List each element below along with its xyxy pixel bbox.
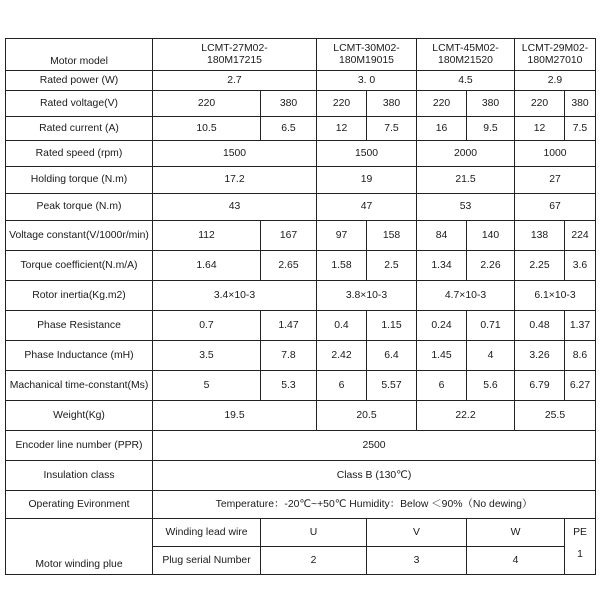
model-2-line2: 180M19015 [339, 54, 394, 66]
cell-value: 17.2 [153, 167, 317, 194]
row-label: Phase Resistance [6, 311, 153, 341]
cell-value: 12 [317, 117, 367, 141]
cell-value: 20.5 [317, 401, 417, 431]
row-rated-speed [6, 141, 596, 167]
cell-value: 21.5 [417, 167, 515, 194]
model-4-line2: 180M27010 [527, 54, 583, 66]
cell-value: 3.4×10-3 [153, 281, 317, 311]
cell-value: 25.5 [515, 401, 596, 431]
cell-value: 2.65 [261, 251, 317, 281]
cell-value: 380 [261, 91, 317, 117]
row-mechanical-time-constant [6, 371, 596, 401]
cell-value: 53 [417, 194, 515, 221]
cell-value: 3.8×10-3 [317, 281, 417, 311]
row-label: Machanical time-constant(Ms) [6, 371, 153, 401]
model-2 [317, 39, 417, 71]
cell-value: 3.5 [153, 341, 261, 371]
cell-value: 6 [417, 371, 467, 401]
cell-value: 67 [515, 194, 596, 221]
row-label: Peak torque (N.m) [6, 194, 153, 221]
plug-number: 2 [261, 547, 367, 575]
cell-value: 1.47 [261, 311, 317, 341]
cell-value: 1500 [153, 141, 317, 167]
cell-value: 5 [153, 371, 261, 401]
cell-value: 140 [467, 221, 515, 251]
row-voltage-constant [6, 221, 596, 251]
plug-number: 3 [367, 547, 467, 575]
cell-value: 2500 [153, 431, 596, 461]
cell-value: 7.5 [367, 117, 417, 141]
cell-value: 380 [565, 91, 596, 117]
row-label: Operating Evironment [6, 491, 153, 519]
cell-value: 1500 [317, 141, 417, 167]
header-row [6, 39, 596, 71]
cell-value: 2.5 [367, 251, 417, 281]
model-4-line1: LCMT-29M02- [521, 42, 589, 54]
cell-value: 220 [317, 91, 367, 117]
cell-value: 6.27 [565, 371, 596, 401]
cell-value: 6.5 [261, 117, 317, 141]
model-2-line1: LCMT-30M02- [333, 42, 400, 54]
row-label: Torque coefficient(N.m/A) [6, 251, 153, 281]
cell-value: 138 [515, 221, 565, 251]
model-3-line2: 180M21520 [438, 54, 493, 66]
lead-wire-v: V [367, 519, 467, 547]
row-phase-resistance [6, 311, 596, 341]
cell-value: 4.5 [417, 71, 515, 91]
cell-value: 1.34 [417, 251, 467, 281]
cell-value: 1000 [515, 141, 596, 167]
cell-value: 380 [367, 91, 417, 117]
row-label: Holding torque (N.m) [6, 167, 153, 194]
cell-value: 12 [515, 117, 565, 141]
cell-value: 2.26 [467, 251, 515, 281]
row-label: Motor winding plue [6, 519, 153, 575]
lead-wire-pe: PE [565, 519, 596, 547]
cell-value: 5.57 [367, 371, 417, 401]
row-label: Phase Inductance (mH) [6, 341, 153, 371]
model-1 [153, 39, 317, 71]
row-weight [6, 401, 596, 431]
row-insulation-class [6, 461, 596, 491]
cell-value: 0.48 [515, 311, 565, 341]
model-3 [417, 39, 515, 71]
cell-value: 1.58 [317, 251, 367, 281]
row-rotor-inertia [6, 281, 596, 311]
row-rated-current [6, 117, 596, 141]
cell-value: 6.4 [367, 341, 417, 371]
cell-value: 4 [467, 341, 515, 371]
cell-value: 7.5 [565, 117, 596, 141]
cell-value: 4.7×10-3 [417, 281, 515, 311]
row-label: Rated power (W) [6, 71, 153, 91]
cell-value: 9.5 [467, 117, 515, 141]
cell-value: 6 [317, 371, 367, 401]
cell-value: 2.7 [153, 71, 317, 91]
plug-number: 1 [565, 547, 596, 575]
row-label: Insulation class [6, 461, 153, 491]
cell-value: Class B (130℃) [153, 461, 596, 491]
cell-value: 22.2 [417, 401, 515, 431]
row-label: Rated current (A) [6, 117, 153, 141]
cell-value: 16 [417, 117, 467, 141]
cell-value: 0.24 [417, 311, 467, 341]
cell-value: 220 [153, 91, 261, 117]
row-torque-coefficient [6, 251, 596, 281]
plug-serial-label: Plug serial Number [153, 547, 261, 575]
cell-value: 158 [367, 221, 417, 251]
row-rated-voltage [6, 91, 596, 117]
cell-value: 8.6 [565, 341, 596, 371]
row-rated-power [6, 71, 596, 91]
row-label: Rated speed (rpm) [6, 141, 153, 167]
row-label: Rotor inertia(Kg.m2) [6, 281, 153, 311]
cell-value: 2000 [417, 141, 515, 167]
cell-value: 5.6 [467, 371, 515, 401]
motor-spec-table [5, 38, 596, 575]
cell-value: 220 [417, 91, 467, 117]
row-winding-lead-wire [6, 519, 596, 547]
row-label: Rated voltage(V) [6, 91, 153, 117]
cell-value: Temperature：-20℃~+50℃ Humidity：Below ＜90%（No dewing） [153, 491, 596, 519]
lead-wire-u: U [261, 519, 367, 547]
model-1-line1: LCMT-27M02- [201, 42, 268, 54]
model-4 [515, 39, 596, 71]
cell-value: 3.26 [515, 341, 565, 371]
row-peak-torque [6, 194, 596, 221]
row-label: Voltage constant(V/1000r/min) [6, 221, 153, 251]
cell-value: 43 [153, 194, 317, 221]
cell-value: 5.3 [261, 371, 317, 401]
cell-value: 220 [515, 91, 565, 117]
cell-value: 112 [153, 221, 261, 251]
row-phase-inductance [6, 341, 596, 371]
cell-value: 2.9 [515, 71, 596, 91]
cell-value: 47 [317, 194, 417, 221]
cell-value: 6.79 [515, 371, 565, 401]
cell-value: 2.25 [515, 251, 565, 281]
row-encoder-line-number [6, 431, 596, 461]
cell-value: 1.37 [565, 311, 596, 341]
row-label: Encoder line number (PPR) [6, 431, 153, 461]
winding-lead-wire-label: Winding lead wire [153, 519, 261, 547]
cell-value: 0.7 [153, 311, 261, 341]
cell-value: 0.4 [317, 311, 367, 341]
row-holding-torque [6, 167, 596, 194]
cell-value: 97 [317, 221, 367, 251]
plug-number: 4 [467, 547, 565, 575]
cell-value: 10.5 [153, 117, 261, 141]
cell-value: 167 [261, 221, 317, 251]
cell-value: 19.5 [153, 401, 317, 431]
row-label: Weight(Kg) [6, 401, 153, 431]
model-1-line2: 180M17215 [207, 54, 262, 66]
cell-value: 2.42 [317, 341, 367, 371]
cell-value: 7.8 [261, 341, 317, 371]
cell-value: 6.1×10-3 [515, 281, 596, 311]
cell-value: 84 [417, 221, 467, 251]
model-3-line1: LCMT-45M02- [432, 42, 499, 54]
cell-value: 1.64 [153, 251, 261, 281]
cell-value: 1.15 [367, 311, 417, 341]
cell-value: 27 [515, 167, 596, 194]
cell-value: 19 [317, 167, 417, 194]
row-operating-environment [6, 491, 596, 519]
lead-wire-w: W [467, 519, 565, 547]
cell-value: 3.6 [565, 251, 596, 281]
cell-value: 1.45 [417, 341, 467, 371]
cell-value: 3. 0 [317, 71, 417, 91]
cell-value: 0.71 [467, 311, 515, 341]
header-label: Motor model [6, 39, 153, 71]
cell-value: 224 [565, 221, 596, 251]
cell-value: 380 [467, 91, 515, 117]
